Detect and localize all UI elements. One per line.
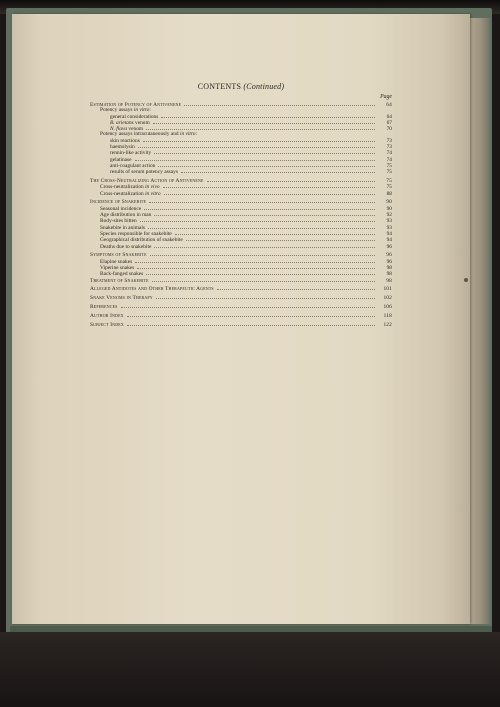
toc-leader-dots: [135, 259, 375, 263]
toc-entry-title: general considerations: [110, 113, 159, 120]
toc-leader-dots: [154, 212, 375, 216]
page-mark: [464, 278, 468, 282]
toc-entry-page: 75: [386, 162, 392, 169]
toc-entry: [90, 169, 392, 175]
page-column-label: Page: [380, 94, 392, 100]
toc-leader-dots: [184, 102, 375, 106]
toc-leader-dots: [161, 114, 375, 118]
toc-entry-page: 73: [386, 144, 392, 151]
toc-entry-title: anti-coagulant action: [110, 162, 156, 169]
toc-entry-page: 96: [386, 252, 392, 259]
toc-entry-title: Seasonal incidence: [100, 205, 142, 212]
toc-leader-dots: [207, 178, 375, 182]
toc-entry-title: skin reactions: [110, 137, 140, 144]
toc-entry-title: Cross-neutralization in vitro: [100, 190, 161, 197]
toc-leader-dots: [149, 199, 375, 203]
toc-leader-dots: [121, 304, 375, 308]
toc-entry: [90, 322, 392, 328]
toc-entry-title: Subject Index: [90, 321, 124, 328]
toc-leader-dots: [186, 237, 375, 241]
toc-entry-title: Viperine snakes: [100, 264, 135, 271]
toc-entry-title: Potency assays intracutaneously and in vitro:: [100, 131, 197, 138]
toc-entry-page: 93: [386, 224, 392, 231]
toc-entry-page: 75: [386, 169, 392, 176]
toc-entry-page: 67: [386, 119, 392, 126]
toc-entry: [90, 244, 392, 250]
toc-entry-page: 74: [386, 156, 392, 163]
contents-block: [90, 82, 392, 328]
toc-entry-page: 90: [386, 205, 392, 212]
toc-entry-title: Potency assays in vitro:: [100, 107, 151, 114]
contents-heading: [90, 82, 392, 91]
toc-entry-page: 101: [383, 286, 392, 293]
page-edge-shadow: [470, 18, 490, 624]
toc-leader-dots: [164, 191, 375, 195]
toc-entry-title: rennin-like activity: [110, 150, 152, 157]
toc-leader-dots: [152, 278, 375, 282]
toc-entry: [90, 278, 392, 284]
toc-entry-title: Elapine snakes: [100, 258, 133, 265]
toc-entry-page: 64: [386, 102, 392, 108]
toc-entry-page: 93: [386, 218, 392, 225]
toc-entry-title: Snakebite in animals: [100, 224, 145, 231]
toc-leader-dots: [148, 225, 375, 229]
toc-entry-title: Estimation of Potency of Antivenene: [90, 102, 182, 108]
toc-entry-title: Species responsible for snakebite: [100, 230, 172, 237]
toc-entry-page: 64: [386, 113, 392, 120]
toc-entry-page: 122: [383, 321, 392, 328]
toc-leader-dots: [146, 126, 375, 130]
toc-entry-title: The Cross-Neutralizing Action of Antivenene: [90, 178, 204, 185]
toc-leader-dots: [200, 132, 375, 135]
toc-leader-dots: [127, 322, 375, 326]
toc-entry-title: References: [90, 303, 118, 310]
toc-entry-title: Author Index: [90, 312, 124, 319]
toc-list: [90, 102, 392, 328]
toc-leader-dots: [217, 286, 375, 290]
toc-entry-page: 75: [386, 184, 392, 191]
toc-entry-page: 75: [386, 178, 392, 185]
toc-leader-dots: [154, 150, 375, 154]
toc-entry-title: N. flava venom: [110, 126, 144, 133]
toc-entry-title: Alleged Antidotes and Other Therapeutic Agents: [90, 286, 214, 293]
toc-entry-title: Body-sites bitten: [100, 218, 137, 225]
toc-entry-page: 98: [386, 277, 392, 284]
toc-entry: [90, 313, 392, 319]
toc-leader-dots: [175, 231, 375, 235]
toc-entry-page: 98: [386, 271, 392, 278]
toc-leader-dots: [154, 244, 375, 248]
toc-entry-title: Geographical distribution of snakebite: [100, 237, 183, 244]
toc-entry-title: haemolysin: [110, 144, 135, 151]
toc-entry-page: 96: [386, 243, 392, 250]
toc-entry-page: 94: [386, 230, 392, 237]
background-bottom: [0, 632, 500, 707]
toc-entry-page: 94: [386, 237, 392, 244]
toc-leader-dots: [154, 108, 375, 111]
toc-entry-page: 90: [386, 199, 392, 206]
toc-leader-dots: [146, 271, 375, 275]
toc-leader-dots: [137, 265, 375, 269]
toc-entry-title: gelatinase: [110, 156, 132, 163]
toc-leader-dots: [150, 252, 375, 256]
toc-entry: [90, 191, 392, 197]
toc-entry-title: Snake Venoms in Therapy: [90, 295, 153, 302]
toc-leader-dots: [144, 206, 375, 210]
toc-leader-dots: [163, 184, 375, 188]
toc-leader-dots: [127, 313, 375, 317]
toc-leader-dots: [138, 144, 375, 148]
toc-entry: [90, 295, 392, 301]
contents-title: CONTENTS: [197, 82, 242, 91]
toc-entry-title: Cross-neutralization in vivo: [100, 184, 160, 191]
toc-leader-dots: [143, 138, 375, 142]
toc-entry-title: Incidence of Snakebite: [90, 199, 147, 206]
toc-leader-dots: [153, 120, 375, 124]
toc-entry: [90, 286, 392, 292]
toc-entry-page: 88: [386, 190, 392, 197]
toc-entry-title: Symptoms of Snakebite: [90, 252, 147, 259]
toc-entry-page: 74: [386, 150, 392, 157]
toc-entry-title: Age distribution in man: [100, 212, 152, 219]
toc-entry-title: B. arietans venom: [110, 119, 150, 126]
toc-leader-dots: [181, 169, 375, 173]
toc-entry-title: results of serum potency assays: [110, 169, 178, 176]
toc-entry-title: Deaths due to snakebite: [100, 243, 152, 250]
toc-entry-page: 92: [386, 212, 392, 219]
toc-entry-page: 118: [383, 312, 392, 319]
contents-continued-label: (Continued): [243, 82, 285, 91]
toc-entry-page: 70: [386, 126, 392, 133]
toc-leader-dots: [156, 295, 375, 299]
toc-entry-page: 102: [383, 295, 392, 302]
toc-entry-page: 106: [383, 303, 392, 310]
toc-entry: [90, 304, 392, 310]
toc-entry-page: 73: [386, 137, 392, 144]
toc-leader-dots: [158, 163, 375, 167]
toc-leader-dots: [140, 218, 375, 222]
toc-leader-dots: [135, 157, 375, 161]
toc-entry-page: 96: [386, 258, 392, 265]
toc-entry-title: Back-fanged snakes: [100, 271, 144, 278]
toc-entry-title: Treatment of Snakebite: [90, 277, 149, 284]
toc-entry-page: 98: [386, 264, 392, 271]
